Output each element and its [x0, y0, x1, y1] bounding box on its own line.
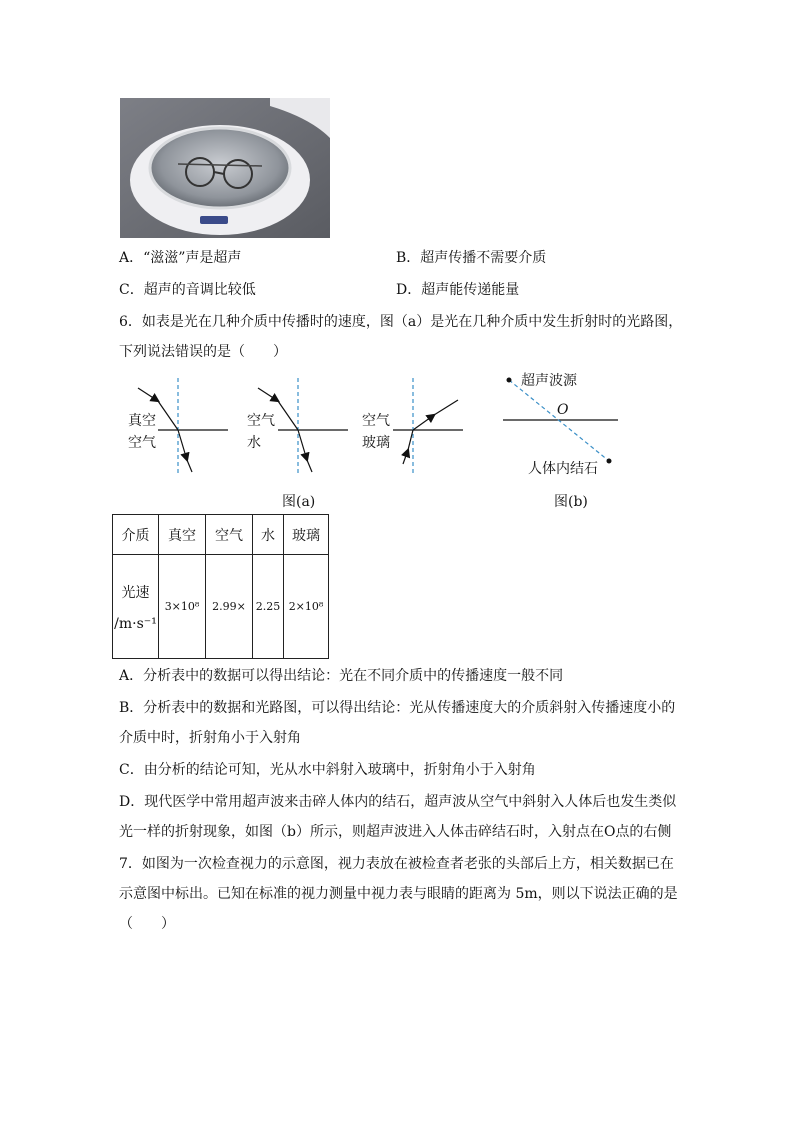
table-row-label — [113, 555, 159, 659]
fig-a-panel3-bottom-label: 玻璃 — [362, 435, 390, 451]
ultrasound-source-dot — [507, 378, 512, 383]
q7-stem-line-2: 示意图中标出。已知在标准的视力测量中视力表与眼睛的距离为 5m，则以下说法正确的是 — [119, 886, 678, 902]
q6-stem-line-2: 下列说法错误的是（ ） — [119, 344, 287, 360]
row-label-line-1: 光速 — [121, 584, 150, 601]
q5-option-b: B．超声传播不需要介质 — [396, 250, 547, 266]
figure-a-caption: 图(a) — [282, 494, 316, 510]
table-header-cell: 真空 — [159, 515, 206, 555]
fig-b-point-o-label: O — [557, 402, 569, 418]
table-header-cell: 介质 — [113, 515, 159, 555]
table-header-cell: 水 — [253, 515, 284, 555]
table-cell-glass: 2×10⁸ — [284, 555, 329, 659]
q6-option-d-line-2: 光一样的折射现象，如图（b）所示，则超声波进入人体击碎结石时，入射点在O点的右侧 — [119, 824, 672, 840]
stone-dot — [607, 459, 612, 464]
fig-a-panel1-top-label: 真空 — [128, 413, 156, 429]
table-cell-vacuum: 3×10⁸ — [159, 555, 206, 659]
q6-option-a: A．分析表中的数据可以得出结论：光在不同介质中的传播速度一般不同 — [119, 668, 564, 684]
row-label-line-2: /m·s⁻¹ — [114, 615, 157, 632]
table-header-cell: 空气 — [206, 515, 253, 555]
light-speed-table — [112, 514, 329, 659]
q6-option-b-line-2: 介质中时，折射角小于入射角 — [119, 730, 301, 746]
q7-stem-line-3: （ ） — [119, 916, 175, 932]
fig-a-panel3-top-label: 空气 — [362, 413, 390, 429]
ultrasonic-cleaner-photo — [120, 98, 330, 238]
figure-b-caption: 图(b) — [554, 494, 588, 510]
fig-a-panel2-bottom-label: 水 — [247, 435, 261, 451]
q6-option-c: C．由分析的结论可知，光从水中斜射入玻璃中，折射角小于入射角 — [119, 762, 536, 778]
q5-option-d: D．超声能传递能量 — [396, 282, 520, 298]
q6-option-d-line-1: D．现代医学中常用超声波来击碎人体内的结石，超声波从空气中斜射入人体后也发生类似 — [119, 794, 677, 810]
fig-b-source-label: 超声波源 — [521, 373, 577, 389]
fig-a-panel1-bottom-label: 空气 — [128, 435, 156, 451]
table-cell-air: 2.99× — [206, 555, 253, 659]
q5-option-c: C．超声的音调比较低 — [119, 282, 256, 298]
q7-stem-line-1: 7．如图为一次检查视力的示意图，视力表放在被检查者老张的头部后上方，相关数据已在 — [119, 856, 674, 872]
fig-b-target-label: 人体内结石 — [528, 461, 598, 477]
table-cell-water: 2.25 — [253, 555, 284, 659]
figure-a-refraction-diagrams — [118, 372, 478, 482]
fig-a-panel2-top-label: 空气 — [247, 413, 275, 429]
q5-option-a: A．“滋滋”声是超声 — [119, 250, 242, 266]
q6-option-b-line-1: B．分析表中的数据和光路图，可以得出结论：光从传播速度大的介质斜射入传播速度小的 — [119, 700, 676, 716]
q6-stem-line-1: 6．如表是光在几种介质中传播时的速度，图（a）是光在几种介质中发生折射时的光路图， — [119, 314, 683, 330]
table-header-cell: 玻璃 — [284, 515, 329, 555]
